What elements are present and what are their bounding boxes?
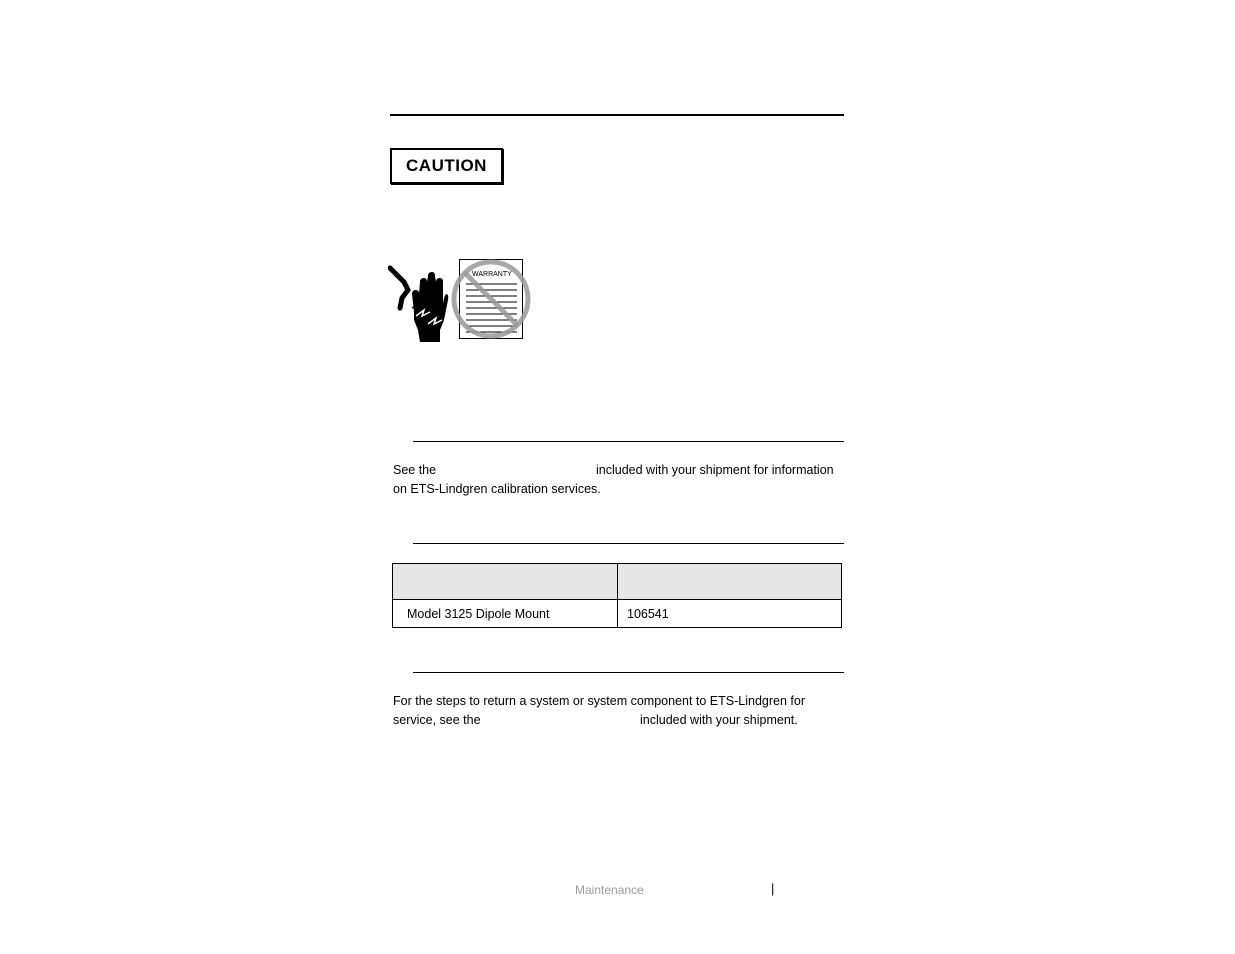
parts-rule — [413, 543, 844, 544]
calibration-text-end: included with your shipment for information — [596, 463, 834, 477]
caution-badge: CAUTION — [390, 148, 503, 184]
calibration-rule — [413, 441, 844, 442]
table-row — [393, 600, 842, 628]
service-rule — [413, 672, 844, 673]
part-number: 106541 — [618, 600, 842, 628]
calibration-text-line2: on ETS-Lindgren calibration services. — [393, 482, 601, 496]
footer-section-label: Maintenance — [575, 883, 644, 897]
warranty-void-icon — [449, 258, 533, 342]
service-text-line2-end: included with your shipment. — [640, 713, 798, 727]
parts-table-header-row — [393, 564, 842, 600]
electric-shock-hand-icon — [388, 264, 450, 344]
part-description: Model 3125 Dipole Mount — [393, 600, 618, 628]
parts-table-header-part-number — [618, 564, 842, 600]
calibration-text-start: See the — [393, 463, 437, 477]
parts-table-header-description — [393, 564, 618, 600]
service-text-line2-start: service, see the — [393, 713, 481, 727]
parts-table — [392, 563, 842, 628]
footer-separator: | — [771, 881, 775, 896]
service-text-line1: For the steps to return a system or system component to ETS-Lindgren for — [393, 694, 805, 708]
top-rule — [390, 114, 844, 116]
warranty-label: WARRANTY — [472, 271, 512, 278]
